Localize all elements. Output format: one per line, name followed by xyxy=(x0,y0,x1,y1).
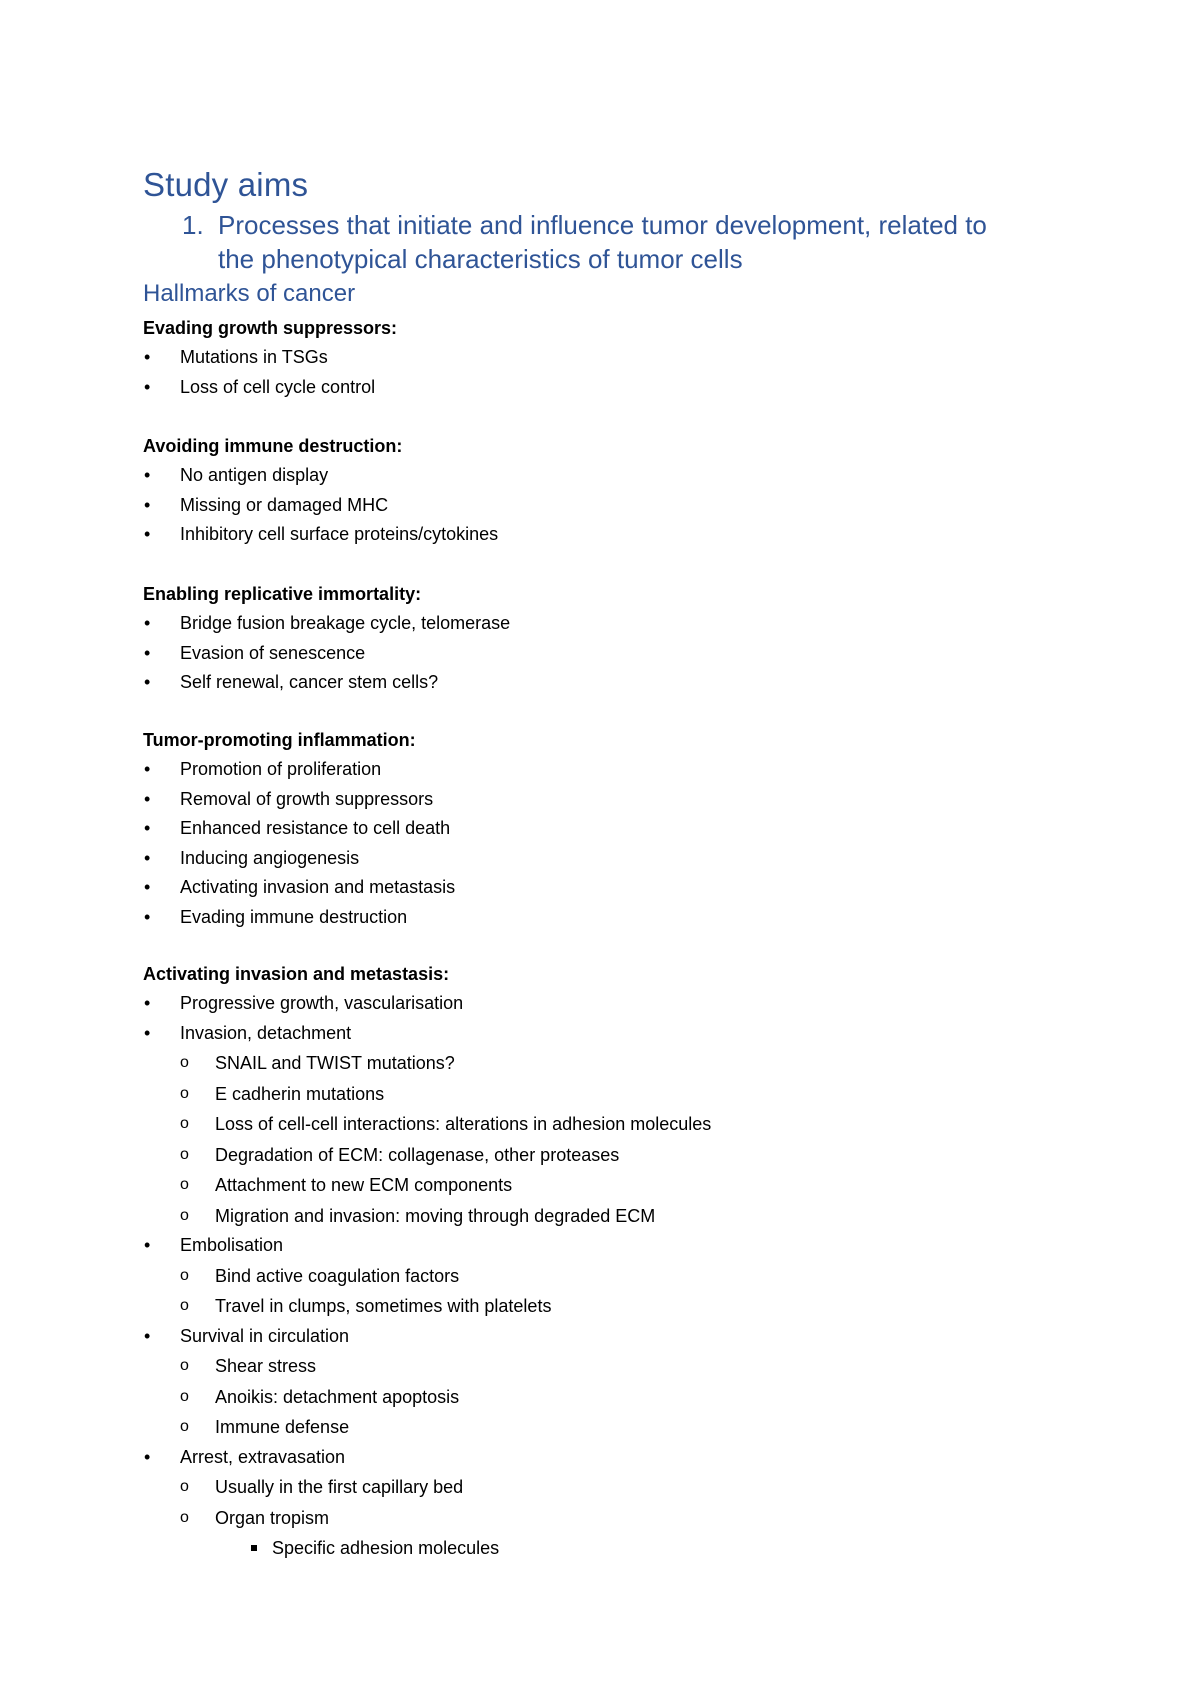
circle-bullet-icon: o xyxy=(180,1387,189,1405)
sub-list-item xyxy=(143,1048,1043,1079)
section-tumor-promoting-inflammation xyxy=(143,726,1043,932)
list-item xyxy=(143,373,1043,403)
list-item xyxy=(143,873,1043,903)
sub-list-item-text: Anoikis: detachment apoptosis xyxy=(215,1386,460,1407)
bullet-icon: • xyxy=(144,672,151,692)
sub-list-item-text: Usually in the first capillary bed xyxy=(215,1477,464,1497)
sub-list-item-text: Bind active coagulation factors xyxy=(215,1265,460,1286)
list-item-text: Survival in circulation xyxy=(180,1325,350,1346)
bullet-icon: • xyxy=(144,788,151,809)
list-item-text: Arrest, extravasation xyxy=(180,1446,346,1467)
list-item xyxy=(143,785,1043,815)
sub-list-item-text: Degradation of ECM: collagenase, other proteases xyxy=(215,1144,620,1165)
section-heading: Avoiding immune destruction: xyxy=(143,436,403,456)
sub-list xyxy=(143,1472,1043,1563)
sub-list-item-text: Organ tropism xyxy=(215,1507,330,1528)
circle-bullet-icon: o xyxy=(180,1084,189,1102)
list-item-text: Evasion of senescence xyxy=(180,642,366,663)
section-avoiding-immune-destruction xyxy=(143,432,1043,550)
bullet-icon: • xyxy=(144,1446,151,1467)
sub-list xyxy=(143,1048,1043,1231)
sub-list-item xyxy=(143,1412,1043,1443)
list-item-text: Missing or damaged MHC xyxy=(180,494,389,515)
bullet-icon: • xyxy=(144,993,151,1013)
sub-sub-list xyxy=(215,1533,1043,1563)
sub-list-item xyxy=(143,1201,1043,1232)
section-heading: Evading growth suppressors: xyxy=(143,318,398,338)
bullet-list xyxy=(143,461,1043,550)
sub-list xyxy=(143,1261,1043,1322)
list-item-text: Loss of cell cycle control xyxy=(180,376,376,397)
section-heading: Enabling replicative immortality: xyxy=(143,584,422,604)
list-item-text: Inducing angiogenesis xyxy=(180,847,360,868)
circle-bullet-icon: o xyxy=(180,1478,189,1495)
sub-list-item-text: Loss of cell-cell interactions: alterations in adhesion molecules xyxy=(215,1114,712,1134)
sub-list xyxy=(143,1351,1043,1443)
list-item xyxy=(143,343,1043,373)
page-title: Study aims xyxy=(143,166,309,203)
sub-list-item-text: Migration and invasion: moving through degraded ECM xyxy=(215,1205,656,1226)
section-evading-growth-suppressors xyxy=(143,314,1043,402)
list-item-text: Bridge fusion breakage cycle, telomerase xyxy=(180,613,511,633)
list-item xyxy=(143,609,1043,639)
list-item-text: Enhanced resistance to cell death xyxy=(180,818,451,838)
bullet-icon: • xyxy=(144,613,151,633)
list-item xyxy=(143,989,1043,1019)
list-item-text: Activating invasion and metastasis xyxy=(180,877,456,897)
list-item xyxy=(143,814,1043,844)
circle-bullet-icon: o xyxy=(180,1508,189,1526)
list-item xyxy=(143,520,1043,550)
circle-bullet-icon: o xyxy=(180,1357,189,1374)
bullet-icon: • xyxy=(144,465,151,485)
list-item-text: Self renewal, cancer stem cells? xyxy=(180,672,439,692)
bullet-icon: • xyxy=(144,347,151,367)
list-item xyxy=(143,1322,1043,1443)
sub-list-item-text: E cadherin mutations xyxy=(215,1083,385,1104)
list-item-text: Invasion, detachment xyxy=(180,1022,352,1043)
section-subtitle: Hallmarks of cancer xyxy=(143,280,356,307)
numbered-heading xyxy=(182,208,1002,276)
bullet-icon: • xyxy=(144,376,151,397)
bullet-icon: • xyxy=(144,906,151,927)
sub-list-item xyxy=(143,1472,1043,1503)
circle-bullet-icon: o xyxy=(180,1418,189,1435)
list-number: 1. xyxy=(182,210,204,240)
bullet-list xyxy=(143,343,1043,402)
bullet-list xyxy=(143,755,1043,932)
sub-list-item-text: Shear stress xyxy=(215,1356,317,1376)
list-item xyxy=(143,491,1043,521)
bullet-icon: • xyxy=(144,524,151,544)
circle-bullet-icon: o xyxy=(180,1176,189,1193)
list-item xyxy=(143,1019,1043,1232)
sub-sub-list-item xyxy=(215,1533,1043,1563)
circle-bullet-icon: o xyxy=(180,1115,189,1132)
circle-bullet-icon: o xyxy=(180,1266,189,1284)
bullet-icon: • xyxy=(144,847,151,868)
circle-bullet-icon: o xyxy=(180,1206,189,1224)
bullet-icon: • xyxy=(144,818,151,838)
bullet-icon: • xyxy=(144,1022,151,1043)
list-item-text: Progressive growth, vascularisation xyxy=(180,993,464,1013)
sub-list-item xyxy=(143,1291,1043,1322)
sub-list-item-text: Immune defense xyxy=(215,1417,350,1437)
sub-list-item xyxy=(143,1140,1043,1171)
sub-list-item xyxy=(143,1079,1043,1110)
sub-list-item-text: Attachment to new ECM components xyxy=(215,1175,513,1195)
list-item-text: Removal of growth suppressors xyxy=(180,788,434,809)
list-item xyxy=(143,668,1043,698)
list-item xyxy=(143,1231,1043,1322)
list-item-text: Inhibitory cell surface proteins/cytokines xyxy=(180,524,499,544)
list-item xyxy=(143,844,1043,874)
circle-bullet-icon: o xyxy=(180,1145,189,1163)
sub-list-item xyxy=(143,1109,1043,1140)
circle-bullet-icon: o xyxy=(180,1297,189,1314)
section-heading: Activating invasion and metastasis: xyxy=(143,964,450,984)
section-enabling-replicative-immortality xyxy=(143,580,1043,698)
sub-list-item-text: Travel in clumps, sometimes with platelets xyxy=(215,1296,552,1316)
bullet-icon: • xyxy=(144,642,151,663)
list-item xyxy=(143,755,1043,785)
circle-bullet-icon: o xyxy=(180,1054,189,1071)
list-item-text: Promotion of proliferation xyxy=(180,759,382,779)
list-item-text: Mutations in TSGs xyxy=(180,347,328,367)
list-item-text: No antigen display xyxy=(180,465,329,485)
bullet-list xyxy=(143,609,1043,698)
sub-list-item xyxy=(143,1351,1043,1382)
list-item xyxy=(143,903,1043,933)
list-item xyxy=(143,461,1043,491)
sub-sub-list-item-text: Specific adhesion molecules xyxy=(272,1538,500,1558)
section-heading: Tumor-promoting inflammation: xyxy=(143,730,416,750)
sub-list-item xyxy=(143,1382,1043,1413)
list-item xyxy=(143,1443,1043,1564)
bullet-icon: • xyxy=(144,759,151,779)
bullet-icon: • xyxy=(144,877,151,897)
list-item xyxy=(143,639,1043,669)
bullet-icon: • xyxy=(144,1325,151,1346)
bullet-icon: • xyxy=(144,1235,151,1255)
sub-list-item-text: SNAIL and TWIST mutations? xyxy=(215,1053,455,1073)
sub-list-item xyxy=(143,1170,1043,1201)
list-item-text: Embolisation xyxy=(180,1235,284,1255)
list-item-text: Evading immune destruction xyxy=(180,906,408,927)
numbered-heading-text: Processes that initiate and influence tumor development, related to the phenotypical characteristics of tumor cells xyxy=(218,210,987,274)
bullet-icon: • xyxy=(144,494,151,515)
bullet-list xyxy=(143,989,1043,1563)
square-bullet-icon xyxy=(251,1545,257,1551)
section-activating-invasion-and-metastasis xyxy=(143,960,1043,1563)
sub-list-item xyxy=(143,1503,1043,1564)
sub-list-item xyxy=(143,1261,1043,1292)
